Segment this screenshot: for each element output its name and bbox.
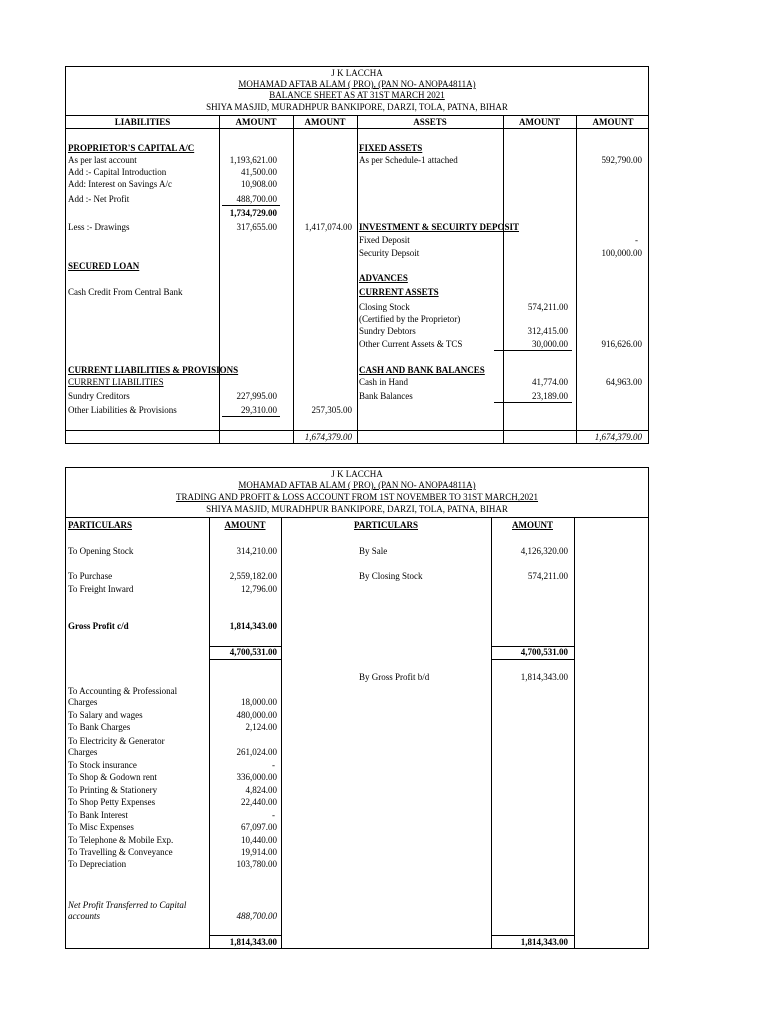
drawings-label: Less :- Drawings xyxy=(68,222,130,232)
bs-header-amount-1: AMOUNT xyxy=(235,117,277,127)
bs-header-amount-3: AMOUNT xyxy=(519,117,560,127)
expense-label: To Misc Expenses xyxy=(68,822,134,832)
expense-label: To Electricity & Generator xyxy=(68,736,165,746)
other-assets-label: Other Current Assets & TCS xyxy=(359,339,463,349)
expense-amount: 103,780.00 xyxy=(236,859,277,869)
expense-amount: - xyxy=(272,810,275,820)
expense-amount: 22,440.00 xyxy=(241,797,277,807)
current-assets-total: 916,626.00 xyxy=(601,339,642,349)
capital-intro-label: Add :- Capital Introduction xyxy=(68,167,167,177)
freight-amount: 12,796.00 xyxy=(241,584,277,594)
expense-label: To Depreciation xyxy=(68,859,127,869)
freight-label: To Freight Inward xyxy=(68,584,134,594)
security-deposit-label: Security Depsoit xyxy=(359,248,420,258)
expense-label: To Accounting & Professional xyxy=(68,686,178,696)
net-profit-transfer-label-2: accounts xyxy=(68,911,100,921)
assets-grand-total: 1,674,379.00 xyxy=(594,432,642,442)
capital-subtotal: 1,734,729.00 xyxy=(229,208,277,218)
expense-amount: 67,097.00 xyxy=(241,822,277,832)
expense-label: To Printing & Stationery xyxy=(68,785,158,795)
expense-label: To Stock insurance xyxy=(68,760,137,770)
pl-owner: MOHAMAD AFTAB ALAM ( PRO), (PAN NO- ANOPA4811A) xyxy=(238,480,476,490)
net-profit-transfer-amount: 488,700.00 xyxy=(236,911,277,921)
closing-stock-pl-amount: 574,211.00 xyxy=(527,571,568,581)
current-liabilities-sub: CURRENT LIABILITIES xyxy=(68,377,164,387)
expense-label: To Travelling & Conveyance xyxy=(68,847,173,857)
advances-title: ADVANCES xyxy=(359,273,408,283)
cash-bank-total: 64,963.00 xyxy=(606,377,642,387)
pl-firm-name: J K LACCHA xyxy=(331,469,383,479)
bs-header-assets: ASSETS xyxy=(413,117,447,127)
pl-address: SHIYA MASJID, MURADHPUR BANKIPORE, DARZI, TOLA, PATNA, BIHAR xyxy=(206,504,508,514)
fixed-assets-title: FIXED ASSETS xyxy=(359,143,423,153)
liabilities-grand-total: 1,674,379.00 xyxy=(304,432,352,442)
other-assets-amount: 30,000.00 xyxy=(532,339,568,349)
bs-firm-name: J K LACCHA xyxy=(331,68,383,78)
expense-label: To Bank Charges xyxy=(68,722,131,732)
expense-amount: 18,000.00 xyxy=(241,697,277,707)
bs-owner: MOHAMAD AFTAB ALAM ( PRO), (PAN NO- ANOPA4811A) xyxy=(238,79,476,89)
fixed-deposit-label: Fixed Deposit xyxy=(359,235,410,245)
capital-intro-amount: 41,500.00 xyxy=(241,167,277,177)
gross-profit-cd-label: Gross Profit c/d xyxy=(68,621,129,631)
current-assets-title: CURRENT ASSETS xyxy=(359,287,439,297)
closing-stock-amount: 574,211.00 xyxy=(527,302,568,312)
cash-bank-title: CASH AND BANK BALANCES xyxy=(359,365,485,375)
expense-amount: 480,000.00 xyxy=(236,710,277,720)
bs-header-amount-4: AMOUNT xyxy=(592,117,634,127)
expense-label: To Telephone & Mobile Exp. xyxy=(68,835,174,845)
bs-header-liabilities: LIABILITIES xyxy=(114,117,171,127)
opening-stock-amount: 314,210.00 xyxy=(236,546,277,556)
schedule-label: As per Schedule-1 attached xyxy=(359,155,458,165)
opening-stock-label: To Opening Stock xyxy=(68,546,134,556)
expense-amount: 10,440.00 xyxy=(241,835,277,845)
expense-label: Charges xyxy=(68,697,98,707)
net-profit-transfer-label: Net Profit Transferred to Capital xyxy=(68,900,187,910)
expense-label: To Shop & Godown rent xyxy=(68,772,157,782)
expense-label: Charges xyxy=(68,747,98,757)
last-account-amount: 1,193,621.00 xyxy=(229,155,277,165)
debtors-amount: 312,415.00 xyxy=(527,326,568,336)
security-deposit-amount: 100,000.00 xyxy=(601,248,642,258)
current-liabilities-title: CURRENT LIABILITIES & PROVISIONS xyxy=(68,365,239,375)
closing-stock-label: Closing Stock xyxy=(359,302,410,312)
interest-amount: 10,908.00 xyxy=(241,179,277,189)
trading-total-right: 4,700,531.00 xyxy=(520,647,568,657)
current-liabilities-total: 257,305.00 xyxy=(311,405,352,415)
expense-amount: 4,824.00 xyxy=(245,785,277,795)
pl-header-particulars-1: PARTICULARS xyxy=(68,520,133,530)
secured-loan-title: SECURED LOAN xyxy=(68,261,140,271)
fixed-deposit-amount: - xyxy=(635,235,638,245)
trading-total-left: 4,700,531.00 xyxy=(229,647,277,657)
expense-amount: 336,000.00 xyxy=(236,772,277,782)
expense-label: To Shop Petty Expenses xyxy=(68,797,156,807)
net-profit-label: Add :- Net Profit xyxy=(68,194,130,204)
schedule-amount: 592,790.00 xyxy=(601,155,642,165)
pl-header-amount-2: AMOUNT xyxy=(512,520,553,530)
capital-total: 1,417,074.00 xyxy=(304,222,352,232)
expense-amount: 19,914.00 xyxy=(241,847,277,857)
cash-credit-label: Cash Credit From Central Bank xyxy=(68,287,183,297)
sale-label: By Sale xyxy=(359,546,388,556)
expense-label: To Bank Interest xyxy=(68,810,128,820)
investment-title: INVESTMENT & SECUIRTY DEPOSIT xyxy=(359,222,519,232)
pl-total-left: 1,814,343.00 xyxy=(229,937,277,947)
pl-header-amount-1: AMOUNT xyxy=(224,520,266,530)
creditors-amount: 227,995.00 xyxy=(236,391,277,401)
other-liabilities-amount: 29,310.00 xyxy=(241,405,277,415)
certified-label: (Certified by the Proprietor) xyxy=(359,314,461,324)
purchase-label: To Purchase xyxy=(68,571,113,581)
drawings-amount: 317,655.00 xyxy=(236,222,277,232)
pl-total-right: 1,814,343.00 xyxy=(520,937,568,947)
gross-profit-bd-label: By Gross Profit b/d xyxy=(359,672,430,682)
net-profit-amount: 488,700.00 xyxy=(236,194,277,204)
pl-title: TRADING AND PROFIT & LOSS ACCOUNT FROM 1ST NOVEMBER TO 31ST MARCH,2021 xyxy=(175,492,539,502)
balance-sheet xyxy=(65,66,649,444)
bs-title: BALANCE SHEET AS AT 31ST MARCH 2021 xyxy=(269,90,445,100)
cash-amount: 41,774.00 xyxy=(532,377,568,387)
purchase-amount: 2,559,182.00 xyxy=(229,571,277,581)
expense-amount: - xyxy=(272,760,275,770)
expense-label: To Salary and wages xyxy=(68,710,143,720)
bs-header-amount-2: AMOUNT xyxy=(304,117,346,127)
bank-label: Bank Balances xyxy=(359,391,413,401)
pl-header-particulars-2: PARTICULARS xyxy=(353,520,419,530)
cash-label: Cash in Hand xyxy=(359,377,408,387)
capital-section-title: PROPRIETOR'S CAPITAL A/C xyxy=(68,143,195,153)
expense-amount: 261,024.00 xyxy=(236,747,277,757)
other-liabilities-label: Other Liabilities & Provisions xyxy=(68,405,177,415)
bank-amount: 23,189.00 xyxy=(532,391,568,401)
interest-label: Add: Interest on Savings A/c xyxy=(68,179,172,189)
last-account-label: As per last account xyxy=(68,155,137,165)
gross-profit-cd-amount: 1,814,343.00 xyxy=(229,621,277,631)
debtors-label: Sundry Debtors xyxy=(359,326,416,336)
gross-profit-bd-amount: 1,814,343.00 xyxy=(520,672,568,682)
closing-stock-pl-label: By Closing Stock xyxy=(359,571,423,581)
creditors-label: Sundry Creditors xyxy=(68,391,130,401)
sale-amount: 4,126,320.00 xyxy=(520,546,568,556)
bs-address: SHIYA MASJID, MURADHPUR BANKIPORE, DARZI, TOLA, PATNA, BIHAR xyxy=(206,102,508,112)
expense-amount: 2,124.00 xyxy=(245,722,277,732)
pl-account xyxy=(65,467,649,949)
